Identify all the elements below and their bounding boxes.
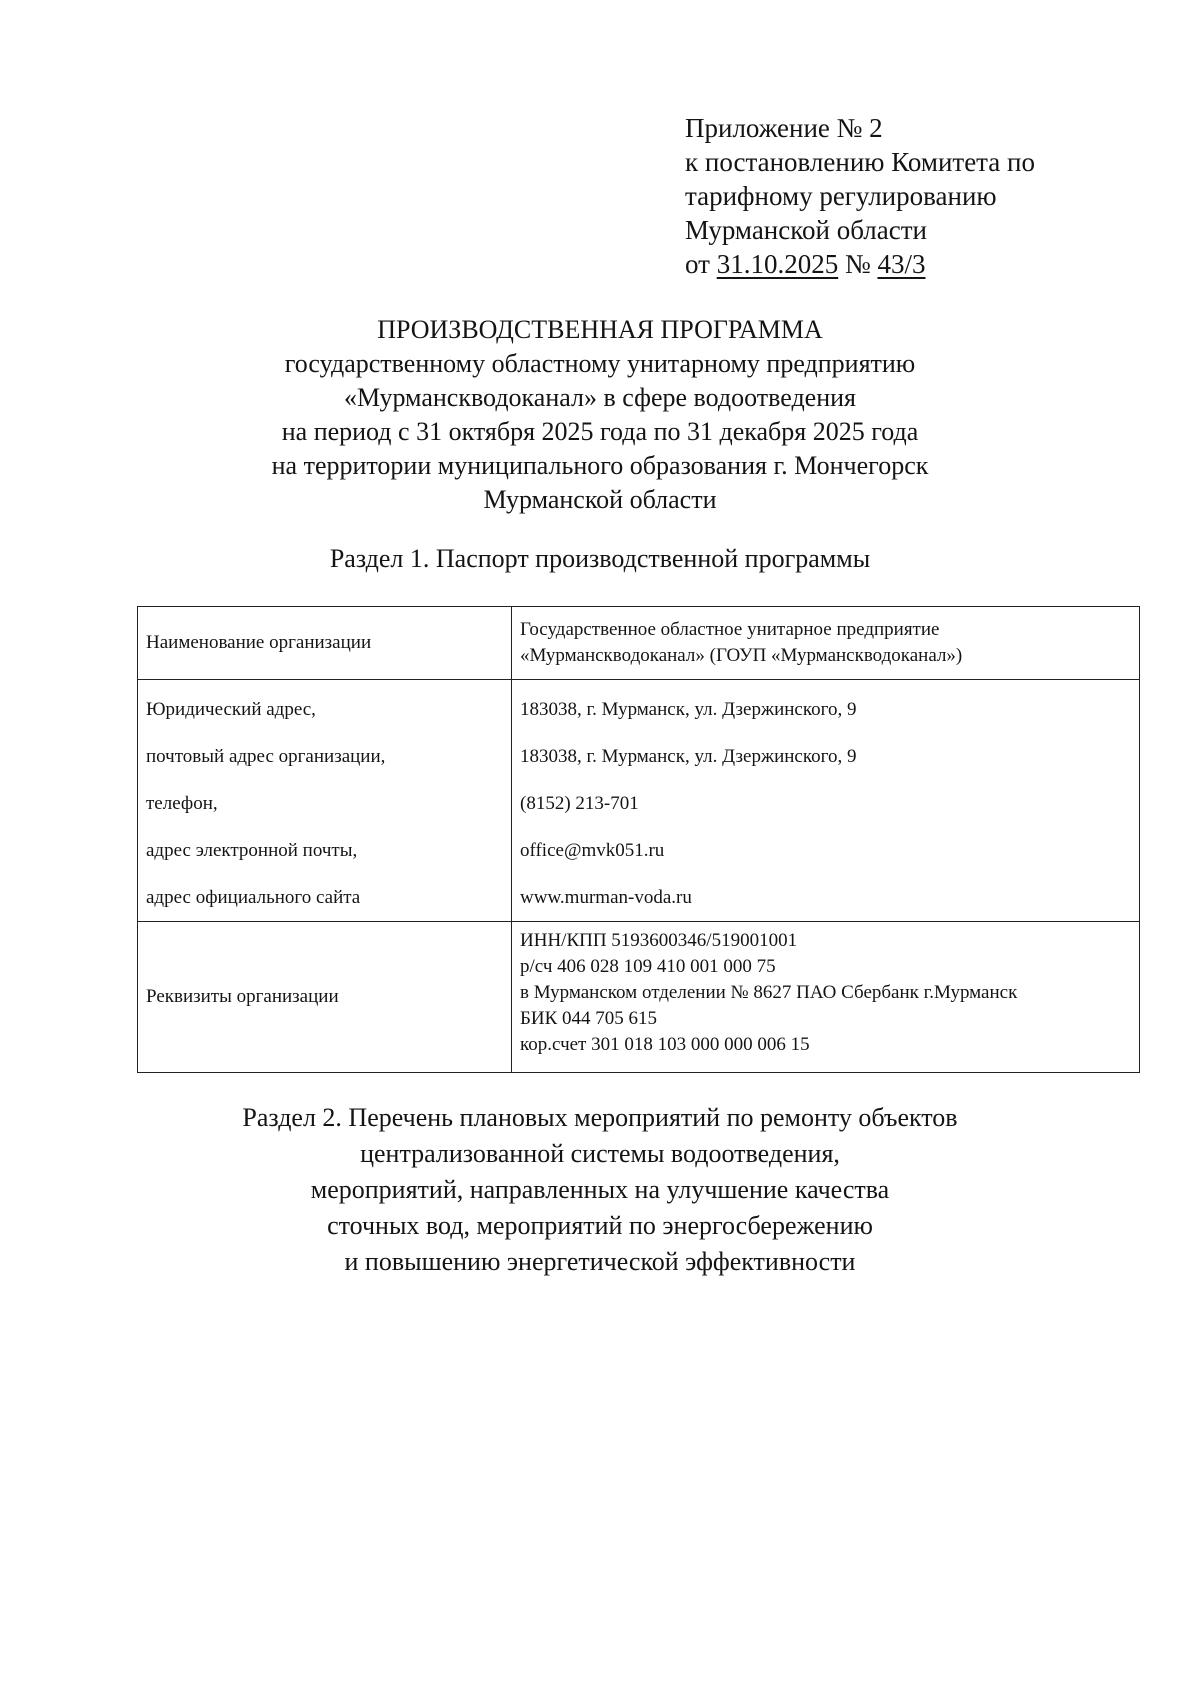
date-prefix: от xyxy=(685,249,717,279)
contact-label: телефон, xyxy=(146,793,218,814)
org-name-label: Наименование организации xyxy=(138,607,512,680)
postal-address: 183038, г. Мурманск, ул. Дзержинского, 9 xyxy=(520,746,857,767)
title-line: «Мурманскводоканал» в сфере водоотведения xyxy=(343,383,857,412)
contact-label: адрес официального сайта xyxy=(146,887,361,908)
appendix-line: Мурманской области xyxy=(685,215,927,245)
title-line: Мурманской области xyxy=(483,485,717,514)
email-address: office@mvk051.ru xyxy=(520,840,665,861)
table-row xyxy=(138,922,1140,1073)
requisite-line: р/сч 406 028 109 410 001 000 75 xyxy=(520,956,776,977)
contacts-labels-cell xyxy=(138,680,512,922)
program-title xyxy=(0,313,1200,517)
resolution-number: 43/3 xyxy=(877,249,926,279)
section2-line: сточных вод, мероприятий по энергосбережению xyxy=(327,1211,873,1240)
appendix-line: Приложение № 2 xyxy=(685,113,883,143)
org-name-cell xyxy=(512,607,1140,680)
passport-table xyxy=(137,606,1140,1073)
section2-line: мероприятий, направленных на улучшение качества xyxy=(310,1175,890,1204)
phone-number: (8152) 213-701 xyxy=(520,793,639,814)
title-line: ПРОИЗВОДСТВЕННАЯ ПРОГРАММА xyxy=(377,315,823,344)
title-line: на территории муниципального образования г. Мончегорск xyxy=(271,451,929,480)
contacts-values-cell xyxy=(512,680,1140,922)
requisite-line: кор.счет 301 018 103 000 000 006 15 xyxy=(520,1034,810,1055)
requisites-label: Реквизиты организации xyxy=(138,922,512,1073)
table-row xyxy=(138,607,1140,680)
requisites-cell xyxy=(512,922,1140,1073)
appendix-line: к постановлению Комитета по xyxy=(685,147,1035,177)
section2-line: централизованной системы водоотведения, xyxy=(360,1139,840,1168)
section2-line: Раздел 2. Перечень плановых мероприятий по ремонту объектов xyxy=(242,1103,958,1132)
table-row xyxy=(138,680,1140,922)
appendix-date-line xyxy=(685,247,1035,281)
contact-label: адрес электронной почты, xyxy=(146,840,358,861)
org-name-line: Государственное областное унитарное предприятие xyxy=(520,619,940,640)
section2-line: и повышению энергетической эффективности xyxy=(344,1247,856,1276)
appendix-header xyxy=(685,111,1035,281)
legal-address: 183038, г. Мурманск, ул. Дзержинского, 9 xyxy=(520,699,857,720)
appendix-line: тарифному регулированию xyxy=(685,181,997,211)
contact-label: Юридический адрес, xyxy=(146,699,316,720)
resolution-date: 31.10.2025 xyxy=(716,249,839,279)
website-address: www.murman-voda.ru xyxy=(520,887,692,908)
requisite-line: ИНН/КПП 5193600346/519001001 xyxy=(520,930,798,951)
requisite-line: в Мурманском отделении № 8627 ПАО Сбербанк г.Мурманск xyxy=(520,982,1018,1003)
org-name-line: «Мурманскводоканал» (ГОУП «Мурманскводоканал») xyxy=(520,645,963,666)
section1-heading: Раздел 1. Паспорт производственной программы xyxy=(329,544,871,573)
title-line: государственному областному унитарному предприятию xyxy=(284,349,916,378)
section2-heading xyxy=(0,1100,1200,1280)
requisite-line: БИК 044 705 615 xyxy=(520,1008,658,1029)
contact-label: почтовый адрес организации, xyxy=(146,746,386,767)
title-line: на период с 31 октября 2025 года по 31 декабря 2025 года xyxy=(281,417,919,446)
number-prefix: № xyxy=(838,249,878,279)
